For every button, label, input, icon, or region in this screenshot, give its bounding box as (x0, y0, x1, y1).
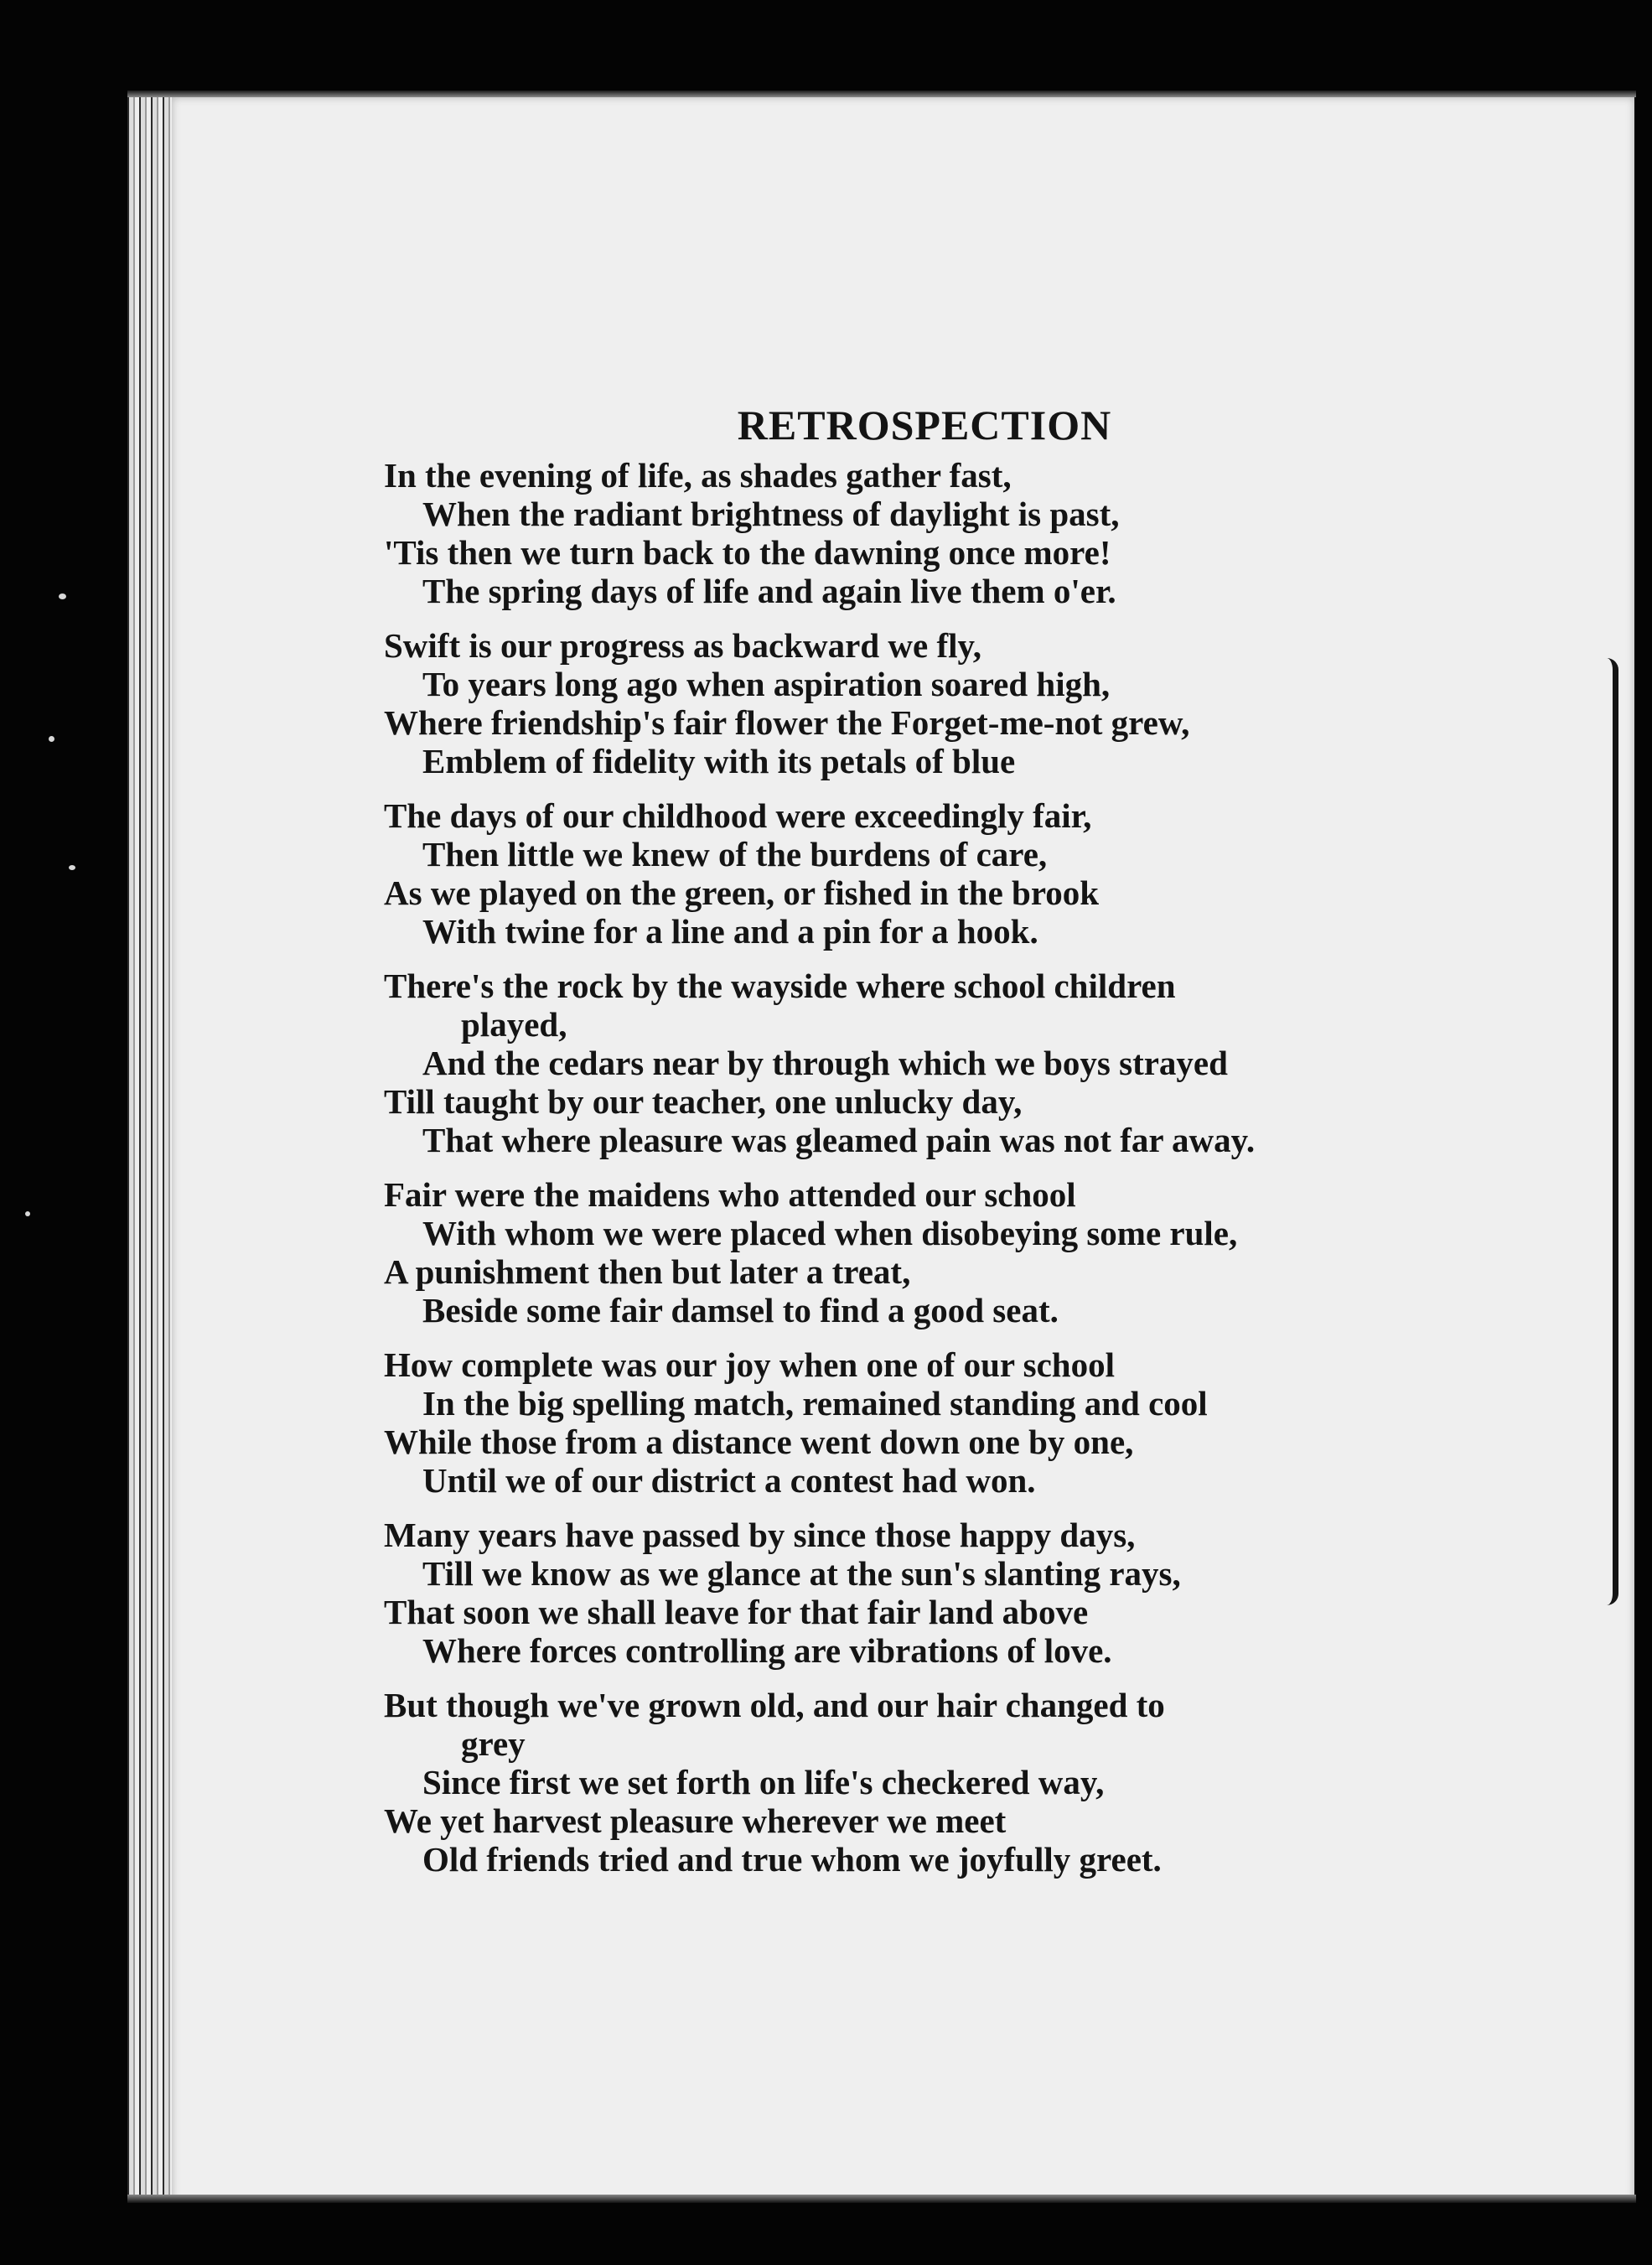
poem-line: Then little we knew of the burdens of care, (422, 835, 1048, 873)
poem-line: Emblem of fidelity with its petals of blue (422, 742, 1016, 780)
poem-line: With twine for a line and a pin for a hook. (422, 912, 1038, 951)
poem-line: Where friendship's fair flower the Forget-me-not grew, (384, 703, 1190, 742)
poem-line: There's the rock by the wayside where school children (384, 967, 1176, 1005)
poem-line: That where pleasure was gleamed pain was not far away. (422, 1121, 1256, 1159)
poem-line: But though we've grown old, and our hair changed to (384, 1686, 1165, 1724)
poem-line: As we played on the green, or fished in the brook (384, 873, 1100, 912)
poem-line: Fair were the maidens who attended our school (384, 1175, 1076, 1214)
poem-line: To years long ago when aspiration soared high, (422, 665, 1111, 703)
poem-line: We yet harvest pleasure wherever we meet (384, 1801, 1007, 1840)
poem-line: 'Tis then we turn back to the dawning once more! (384, 533, 1111, 572)
stanza (384, 1686, 1448, 1879)
poem-line: Beside some fair damsel to find a good seat. (422, 1291, 1059, 1329)
poem-line: Many years have passed by since those happy days, (384, 1516, 1136, 1554)
bottom-page-edge (127, 2195, 1636, 2203)
poem-line: With whom we were placed when disobeying some rule, (422, 1214, 1238, 1252)
poem (384, 401, 1448, 1894)
poem-line: The spring days of life and again live them o'er. (422, 572, 1116, 610)
margin-bracket-mark (1601, 658, 1618, 1605)
dust-speck (69, 865, 75, 870)
page-edge-stack (127, 91, 176, 2203)
poem-line: The days of our childhood were exceedingly fair, (384, 796, 1092, 835)
poem-line: When the radiant brightness of daylight is past, (422, 495, 1120, 533)
stanza (384, 1516, 1448, 1670)
stanza (384, 1175, 1448, 1329)
poem-line: Till taught by our teacher, one unlucky day, (384, 1082, 1023, 1121)
poem-line: How complete was our joy when one of our school (384, 1345, 1115, 1384)
poem-title: RETROSPECTION (737, 402, 1112, 448)
stanza (384, 967, 1448, 1159)
poem-line: Till we know as we glance at the sun's slanting rays, (422, 1554, 1181, 1593)
poem-line: Old friends tried and true whom we joyfully greet. (422, 1840, 1162, 1879)
stanza (384, 626, 1448, 780)
poem-line: played, (461, 1005, 567, 1044)
dust-speck (25, 1211, 30, 1216)
dust-speck (59, 593, 66, 599)
poem-line: While those from a distance went down one by one, (384, 1423, 1134, 1461)
dust-speck (49, 736, 54, 742)
poem-line: That soon we shall leave for that fair land above (384, 1593, 1089, 1631)
poem-line: Until we of our district a contest had won. (422, 1461, 1036, 1500)
stanza (384, 456, 1448, 610)
poem-line: In the big spelling match, remained standing and cool (422, 1384, 1208, 1423)
stanza (384, 796, 1448, 951)
stanza (384, 1345, 1448, 1500)
poem-line: grey (461, 1724, 526, 1763)
poem-line: Swift is our progress as backward we fly, (384, 626, 981, 665)
poem-line: In the evening of life, as shades gather fast, (384, 456, 1012, 495)
poem-line: Since first we set forth on life's checkered way, (422, 1763, 1105, 1801)
poem-line: And the cedars near by through which we boys strayed (422, 1044, 1228, 1082)
poem-line: A punishment then but later a treat, (384, 1252, 911, 1291)
poem-line: Where forces controlling are vibrations of love. (422, 1631, 1112, 1670)
top-page-edge (127, 91, 1636, 97)
